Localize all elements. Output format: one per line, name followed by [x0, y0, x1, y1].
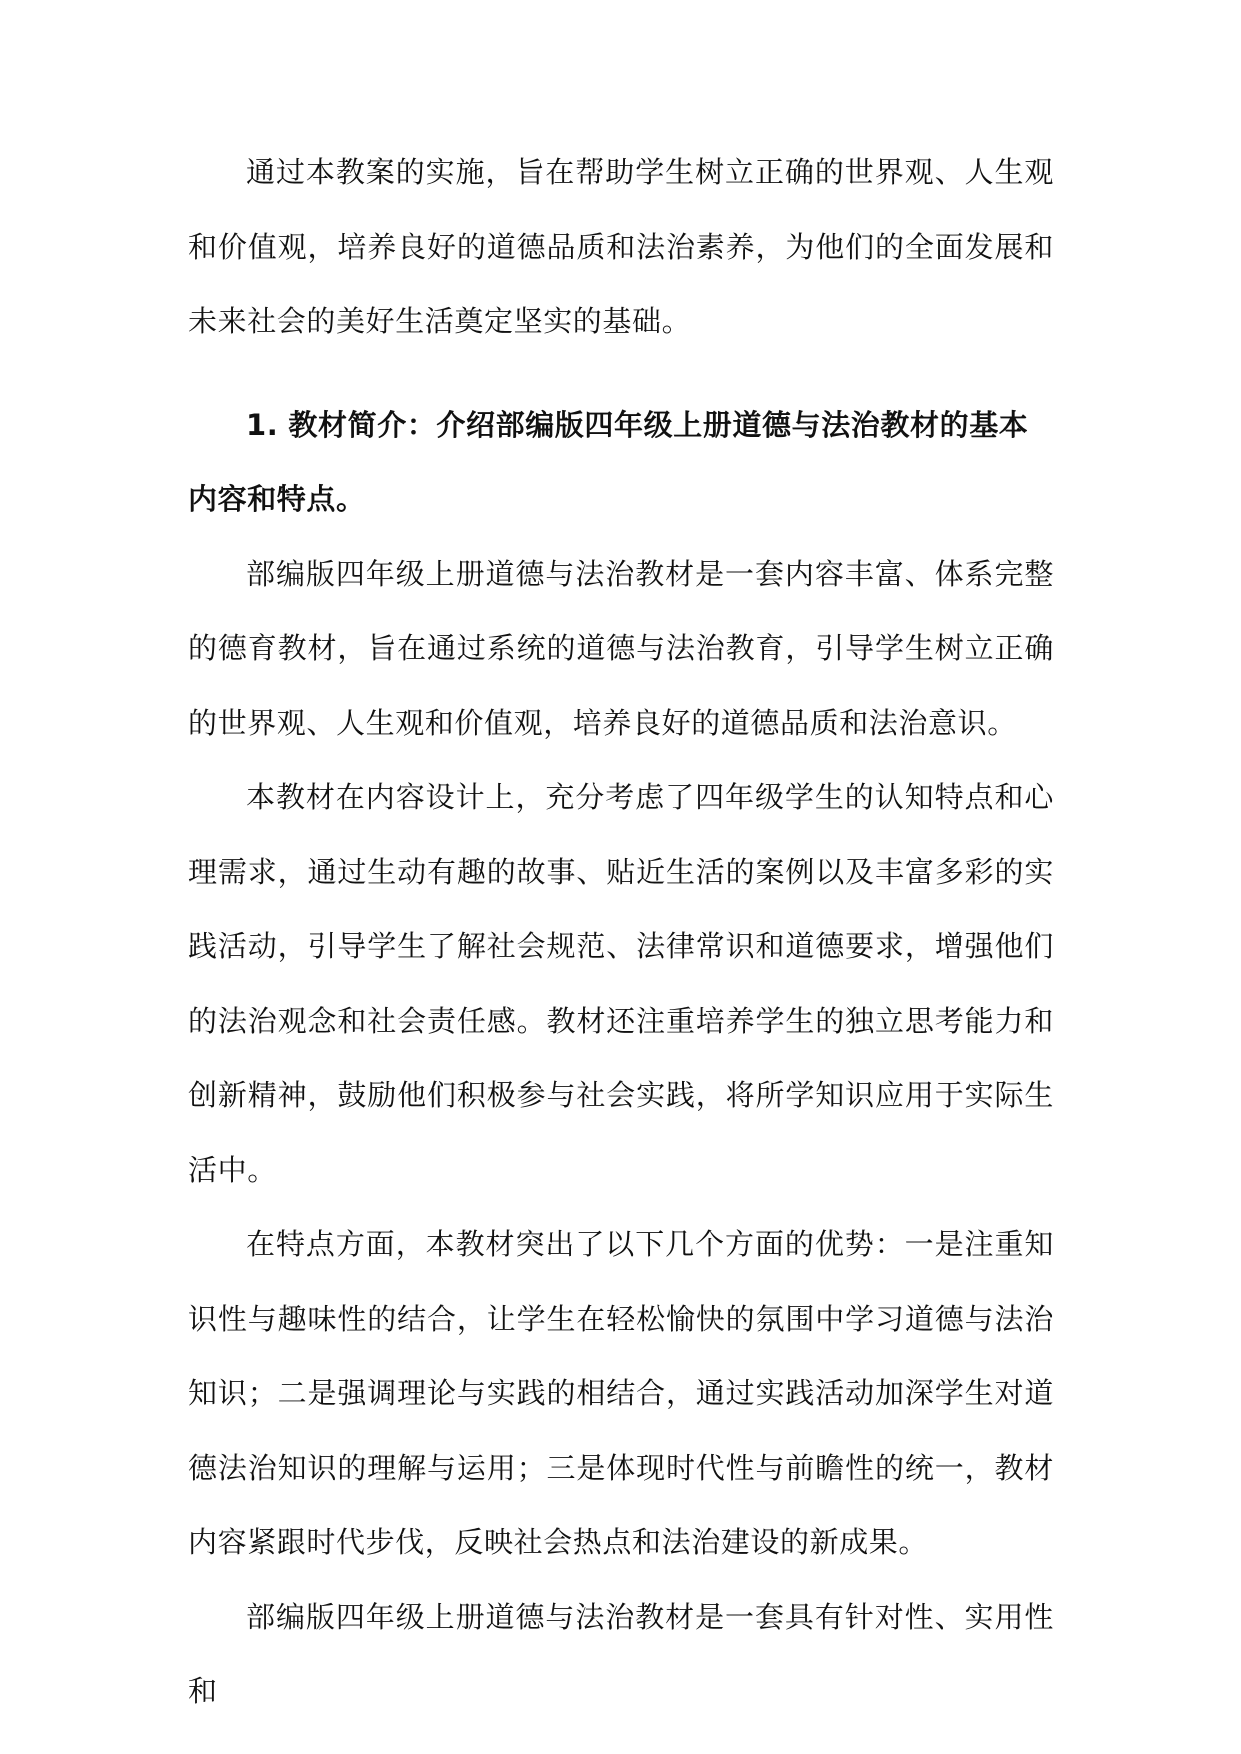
features-paragraph: 在特点方面，本教材突出了以下几个方面的优势：一是注重知识性与趣味性的结合，让学生在轻松愉快的氛围中学习道德与法治知识；二是强调理论与实践的相结合，通过实践活动加深学生对道德法治知识的理解与运用；三是体现时代性与前瞻性的统一，教材内容紧跟时代步伐，反映社会热点和法治建设的新成果。 [188, 1227, 1054, 1559]
content-design-paragraph: 本教材在内容设计上，充分考虑了四年级学生的认知特点和心理需求，通过生动有趣的故事、贴近生活的案例以及丰富多彩的实践活动，引导学生了解社会规范、法律常识和道德要求，增强他们的法治观念和社会责任感。教材还注重培养学生的独立思考能力和创新精神，鼓励他们积极参与社会实践，将所学知识应用于实际生活中。 [188, 780, 1054, 1187]
section-heading [188, 388, 1054, 537]
section-heading-text: 教材简介：介绍部编版四年级上册道德与法治教材的基本内容和特点。 [188, 407, 1029, 516]
textbook-overview-paragraph: 部编版四年级上册道德与法治教材是一套内容丰富、体系完整的德育教材，旨在通过系统的道德与法治教育，引导学生树立正确的世界观、人生观和价值观，培养良好的道德品质和法治意识。 [188, 556, 1054, 740]
section-heading-number: 1. [246, 407, 279, 442]
intro-paragraph: 通过本教案的实施，旨在帮助学生树立正确的世界观、人生观和价值观，培养良好的道德品质和法治素养，为他们的全面发展和未来社会的美好生活奠定坚实的基础。 [188, 155, 1054, 338]
summary-paragraph: 部编版四年级上册道德与法治教材是一套具有针对性、实用性和 [188, 1599, 1054, 1708]
document-body [188, 135, 1054, 1729]
